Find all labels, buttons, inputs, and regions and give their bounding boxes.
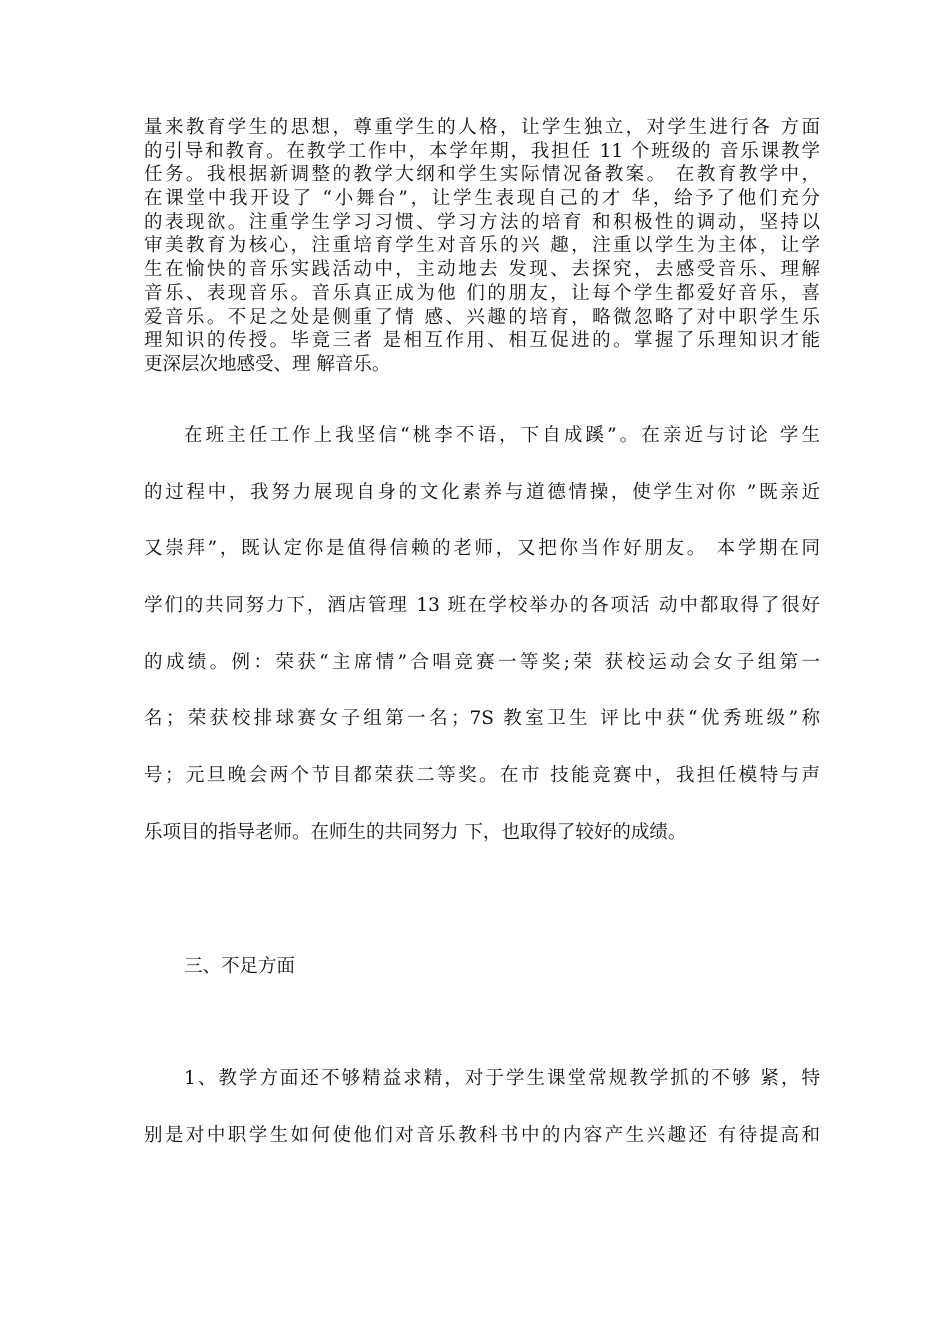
text-line: 理知识的传授。毕竟三者 是相互作用、相互促进的。掌握了乐理知识才能	[144, 330, 820, 352]
text-line: 的表现欲。注重学生学习习惯、学习方法的培育 和积极性的调动，坚持以	[144, 211, 820, 233]
text-line: 名；荣获校排球赛女子组第一名；7S 教室卫生 评比中获“优秀班级”称	[144, 708, 820, 730]
paragraph-shortcomings	[144, 1051, 820, 1164]
text-line: 任务。我根据新调整的教学大纲和学生实际情况备教案。 在教育教学中，	[144, 164, 820, 186]
text-line: 爱音乐。不足之处是侧重了情 感、兴趣的培育，略微忽略了对中职学生乐	[144, 306, 820, 328]
text-line: 量来教育学生的思想，尊重学生的人格，让学生独立，对学生进行各 方面	[144, 117, 820, 138]
text-line: 学们的共同努力下，酒店管理 13 班在学校举办的各项活 动中都取得了很好	[144, 595, 820, 617]
paragraph-class-teacher-work	[144, 408, 820, 862]
text-line: 在课堂中我开设了 “小舞台”，让学生表现自己的才 华，给予了他们充分	[144, 188, 820, 210]
text-line: 音乐、表现音乐。音乐真正成为他 们的朋友，让每个学生都爱好音乐，喜	[144, 282, 820, 304]
text-line: 号；元旦晚会两个节目都荣获二等奖。在市 技能竞赛中，我担任模特与声	[144, 765, 820, 787]
text-line: 生在愉快的音乐实践活动中，主动地去 发现、去探究，去感受音乐、理解	[144, 259, 820, 281]
text-line: 的过程中，我努力展现自身的文化素养与道德情操，使学生对你 ”既亲近	[144, 481, 820, 503]
text-line: 在班主任工作上我坚信“桃李不语，下自成蹊”。在亲近与讨论 学生	[184, 425, 820, 446]
text-line: 审美教育为核心，注重培育学生对音乐的兴 趣，注重以学生为主体，让学	[144, 235, 820, 257]
text-line: 又崇拜”，既认定你是值得信赖的老师，又把你当作好朋友。 本学期在同	[144, 538, 820, 560]
text-line: 1、教学方面还不够精益求精，对于学生课堂常规教学抓的不够 紧，特	[184, 1068, 820, 1089]
text-line: 的引导和教育。在教学工作中，本学年期，我担任 11 个班级的 音乐课教学	[144, 140, 820, 162]
text-line: 别是对中职学生如何使他们对音乐教科书中的内容产生兴趣还 有待提高和	[144, 1124, 820, 1146]
text-line: 乐项目的指导老师。在师生的共同努力 下，也取得了较好的成绩。	[144, 821, 687, 843]
section-heading: 三、不足方面	[184, 956, 296, 977]
text-line: 更深层次地感受、理 解音乐。	[144, 353, 391, 375]
text-line: 的成绩。例：荣获“主席情”合唱竞赛一等奖;荣 获校运动会女子组第一	[144, 651, 820, 673]
paragraph-teaching-work	[144, 116, 820, 377]
